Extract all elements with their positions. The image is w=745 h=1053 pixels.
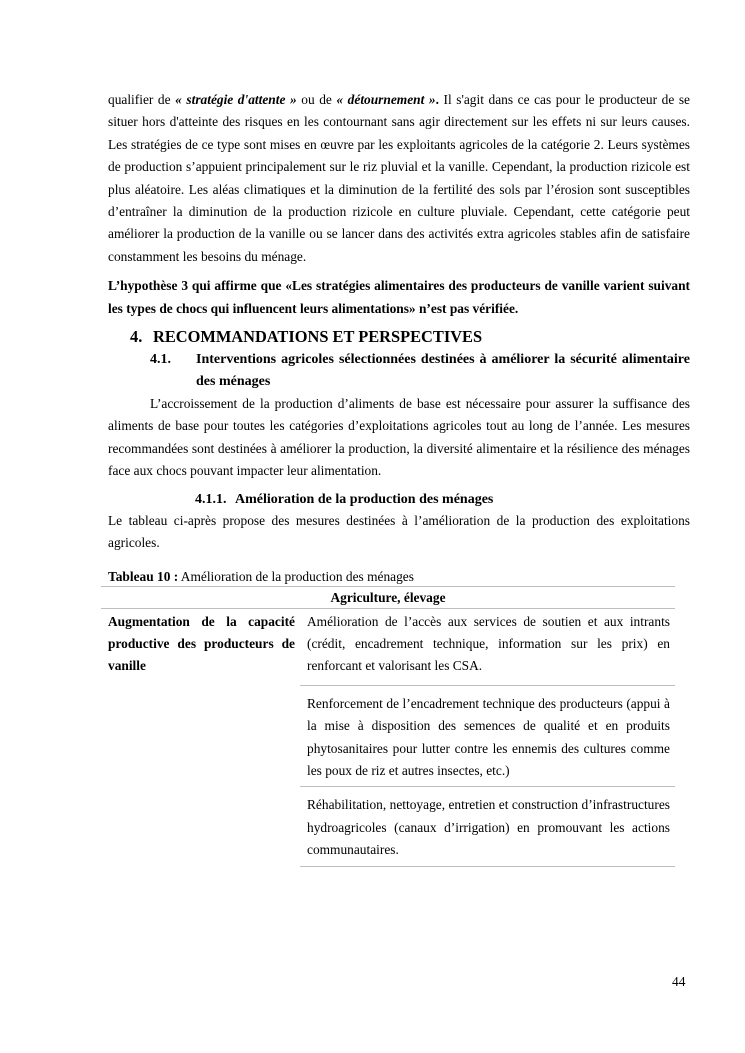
section-4-1-heading (150, 349, 690, 393)
intro-text-b: ou de (296, 92, 337, 107)
term-strategie-attente: « stratégie d'attente » (175, 92, 297, 107)
measure-cell: Amélioration de l’accès aux services de soutien et aux intrants (crédit, encadrement technique, information sur les prix) en renforcant et valorisant les CSA. (307, 613, 670, 674)
row-label: Augmentation de la capacité productive des producteurs de vanille (108, 613, 295, 674)
section-4-1-title: Interventions agricoles sélectionnées destinées à améliorer la sécurité alimentaire des ménages (196, 352, 690, 390)
section-4-1-paragraph: L’accroissement de la production d’aliments de base est nécessaire pour assurer la suffisance des aliments de base pour toutes les catégories d’exploitations agricoles tout au long de l’année. Les mesures recommandées sont destinées à améliorer la production, la diversité alimentaire et la résilience des ménages face aux chocs pouvant impacter leur alimentation. (108, 396, 690, 479)
page-number: 44 (672, 974, 686, 989)
section-4-title: RECOMMANDATIONS ET PERSPECTIVES (153, 327, 483, 347)
section-4-number: 4. (130, 327, 143, 347)
intro-text-a: qualifier de (108, 92, 176, 107)
section-4-heading (130, 325, 690, 349)
section-4-1-1-heading (195, 490, 690, 510)
section-4-1-1-title: Amélioration de la production des ménages (235, 491, 494, 507)
table-caption-text: Amélioration de la production des ménages (178, 568, 414, 584)
section-4-1-number: 4.1. (150, 352, 171, 368)
measure-cell: Réhabilitation, nettoyage, entretien et construction d’infrastructures hydroagricoles (canaux d’irrigation) en promouvant les actions communautaires. (300, 787, 675, 866)
section-4-1-1-paragraph: Le tableau ci-après propose des mesures destinées à l’amélioration de la production des exploitations agricoles. (108, 512, 690, 551)
term-detournement: « détournement » (336, 92, 436, 107)
table-row (101, 608, 675, 685)
document-page (108, 89, 690, 867)
intro-text-c: Il s'agit dans ce cas pour le producteur de se situer hors d'atteinte des risques en les contournant sans agir directement sur les effets ni sur leurs causes. Les stratégies de ce type sont mises en œuvre par les exploitants agricoles de la catégorie 2. Leurs systèmes de production s’appuient principalement sur le riz pluvial et la vanille. Cependant, la production rizicole est plus aléatoire. Les aléas climatiques et la diminution de la fertilité des sols par l’érosion sont susceptibles d’entraîner la diminution de la production rizicole en culture pluviale. Cependant, cette catégorie peut améliorer la production de la vanille ou se lancer dans des activités extra agricoles stables afin de satisfaire constamment les besoins du ménage. (108, 92, 690, 264)
measure-cell: Renforcement de l’encadrement technique des producteurs (appui à la mise à disposition des semences de qualité et en produits phytosanitaires pour lutter contre les ennemis des cultures comme les poux de riz et autres insectes, etc.) (300, 685, 675, 787)
table-caption-label: Tableau 10 : (108, 568, 179, 584)
table-caption (108, 568, 690, 586)
table-header: Agriculture, élevage (101, 586, 675, 608)
section-4-1-1-number: 4.1.1. (195, 491, 227, 507)
hypothesis-statement: L’hypothèse 3 qui affirme que «Les stratégies alimentaires des producteurs de vanille varient suivant les types de chocs qui influencent leurs alimentations» n’est pas vérifiée. (108, 278, 690, 316)
intro-dot: . (435, 92, 439, 107)
intro-paragraph (108, 89, 690, 268)
measures-table (101, 586, 675, 867)
